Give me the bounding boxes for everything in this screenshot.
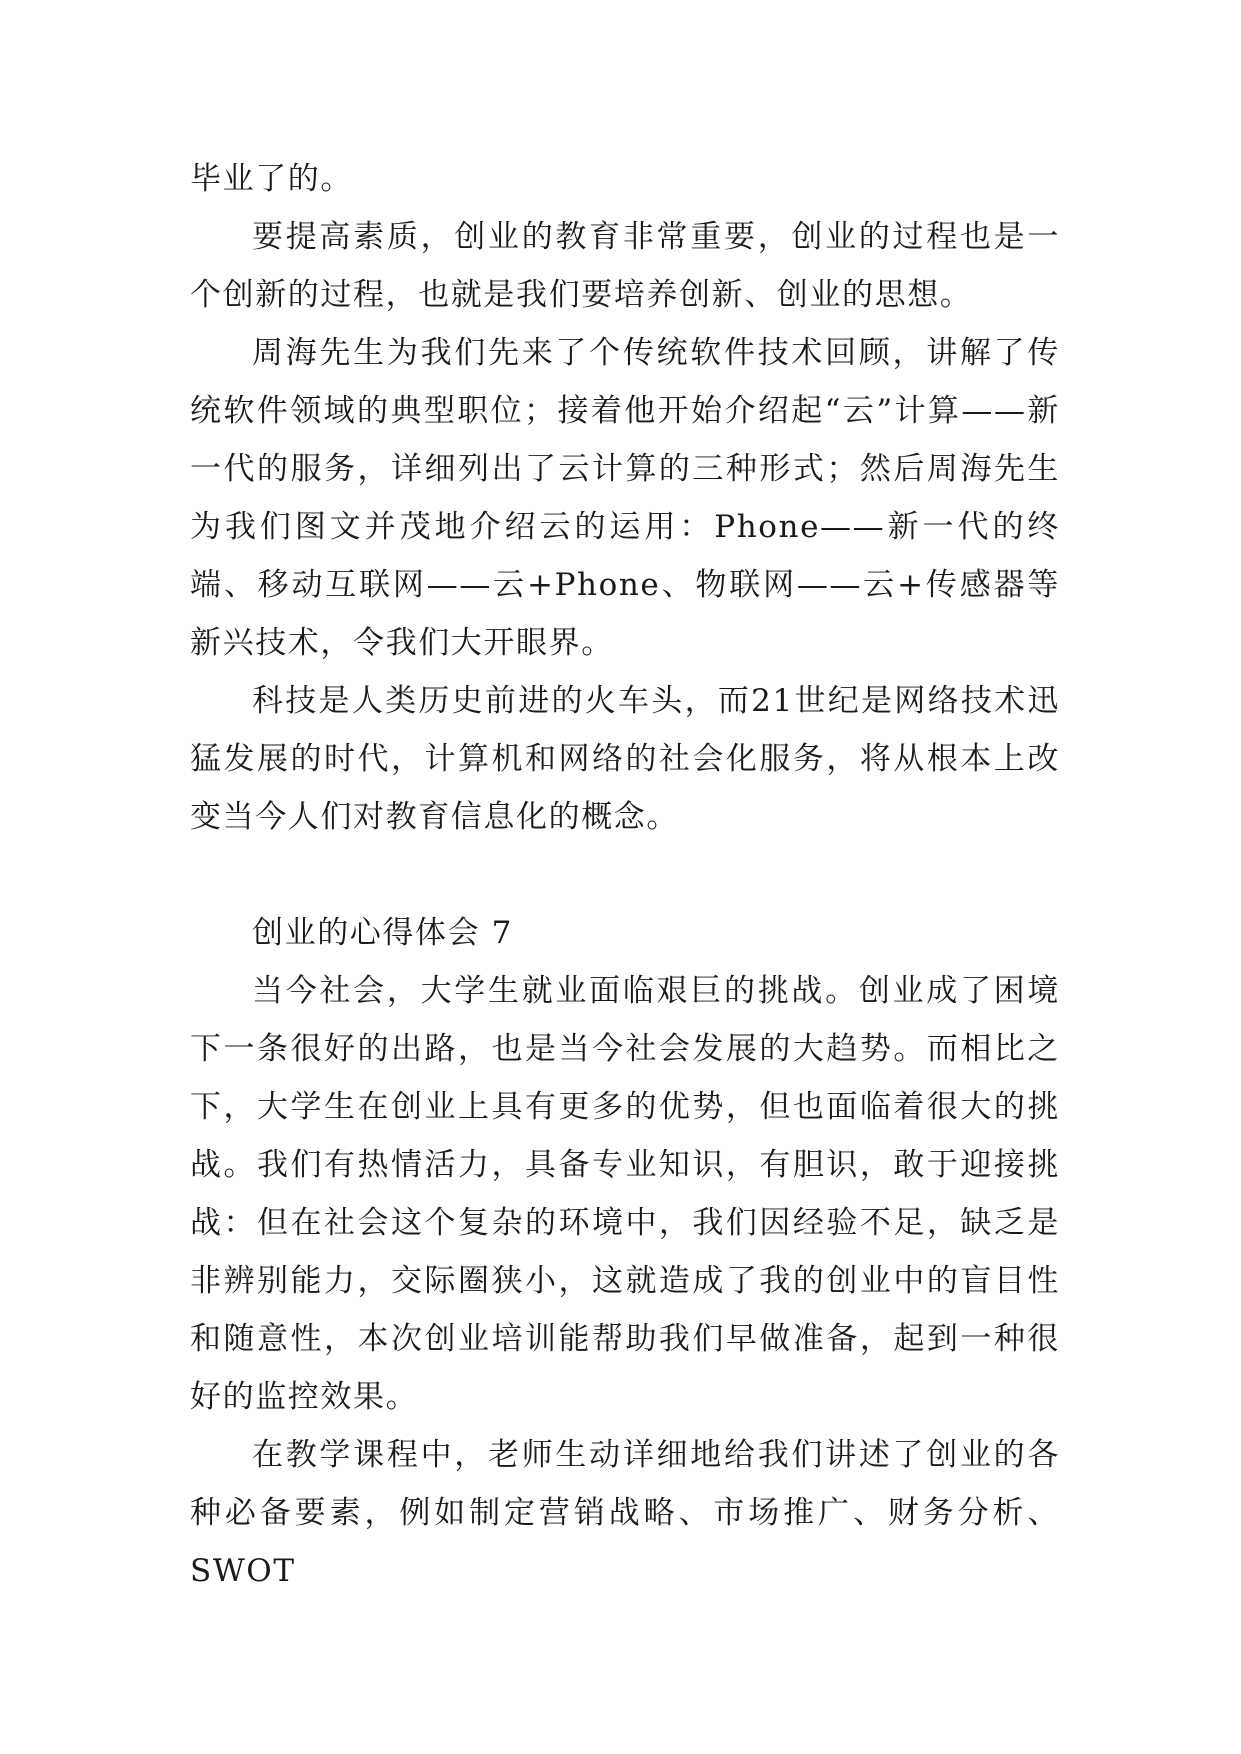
paragraph-cloud-computing: 周海先生为我们先来了个传统软件技术回顾，讲解了传统软件领域的典型职位；接着他开始介绍起“云”计算——新一代的服务，详细列出了云计算的三种形式；然后周海先生为我们图文并茂地介绍云的运用：Phone——新一代的终端、移动互联网——云+Phone、物联网——云+传感器等新兴技术，令我们大开眼界。 xyxy=(190,335,1060,661)
section-heading: 创业的心得体会 7 xyxy=(252,915,513,951)
paragraph-course-content: 在教学课程中，老师生动详细地给我们讲述了创业的各种必备要素，例如制定营销战略、市场推广、财务分析、SWOT xyxy=(190,1437,1060,1589)
document-page xyxy=(190,150,1060,1600)
paragraph-employment-challenge: 当今社会，大学生就业面临艰巨的挑战。创业成了困境下一条很好的出路，也是当今社会发展的大趋势。而相比之下，大学生在创业上具有更多的优势，但也面临着很大的挑战。我们有热情活力，具备专业知识，有胆识，敢于迎接挑战：但在社会这个复杂的环境中，我们因经验不足，缺乏是非辨别能力，交际圈狭小，这就造成了我的创业中的盲目性和随意性，本次创业培训能帮助我们早做准备，起到一种很好的监控效果。 xyxy=(190,973,1060,1415)
paragraph-continuation: 毕业了的。 xyxy=(190,161,353,197)
paragraph-technology: 科技是人类历史前进的火车头，而21世纪是网络技术迅猛发展的时代，计算机和网络的社会化服务，将从根本上改变当今人们对教育信息化的概念。 xyxy=(190,683,1060,835)
paragraph-quality-education: 要提高素质，创业的教育非常重要，创业的过程也是一个创新的过程，也就是我们要培养创新、创业的思想。 xyxy=(190,219,1060,313)
